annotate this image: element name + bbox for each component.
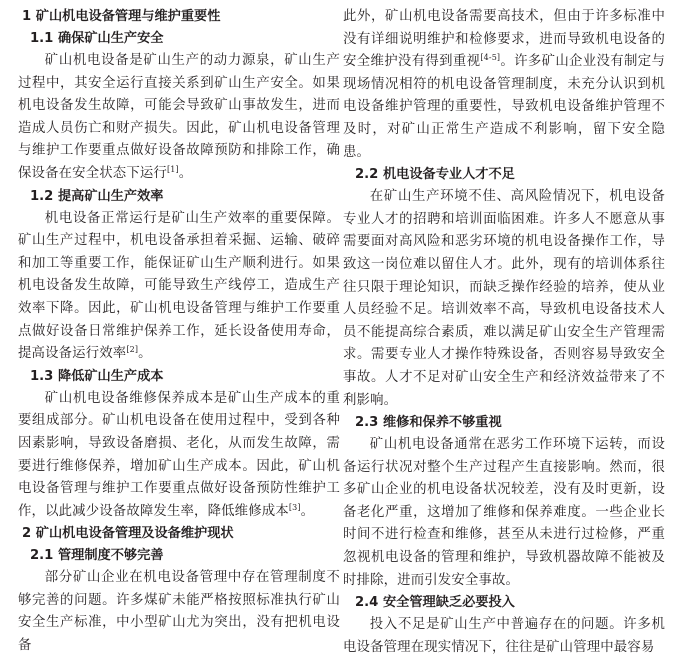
- section-1-2-heading: 1.2 提高矿山生产效率: [30, 188, 164, 204]
- section-1-3-paragraph: [18, 388, 340, 524]
- continued-text-2: 。许多矿山企业没有制定与现场情况相符的机电设备管理制度，未充分认识到机电设备维护管理的重要性，导致机电设备维护管理不及时，对矿山正常生产造成不利影响，留下安全隐患。: [343, 54, 665, 160]
- continued-text: 此外，矿山机电设备需要高技术，但由于许多标准中没有详细说明维护和检修要求，进而导致机电设备的安全维护没有得到重视: [343, 9, 665, 70]
- section-1-1-text: 矿山机电设备是矿山生产的动力源泉，矿山生产过程中，其安全运行直接关系到矿山生产安全。如果机电设备发生故障，可能会导致矿山事故发生，进而造成人员伤亡和财产损失。因此，矿山机电设备管理与维护工作要重点做好设备故障预防和排除工作，确保设备在安全状态下运行: [18, 53, 340, 181]
- section-2-3-paragraph: 矿山机电设备通常在恶劣工作环境下运转，而设备运行状况对整个生产过程产生直接影响。然而，很多矿山企业的机电设备状况较差，没有及时更新，设备老化严重，这增加了维修和保养难度。一些企业长时间不进行检查和维修，甚至从未进行过检修，严重忽视机电设备的管理和维护，导致机器故障不能被及时排除，进而引发安全事故。: [343, 437, 665, 588]
- section-1-1-paragraph: [18, 50, 340, 186]
- section-2-2-heading: 2.2 机电设备专业人才不足: [355, 167, 515, 183]
- citation-ref: [2]: [126, 345, 139, 355]
- section-2-4-paragraph: 投入不足是矿山生产中普遍存在的问题。许多机电设备管理在现实情况下，往往是矿山管理中最容易: [343, 617, 665, 655]
- section-1-2-text: 机电设备正常运行是矿山生产效率的重要保障。矿山生产过程中，机电设备承担着采掘、运输、破碎和加工等重要工作，能保证矿山生产顺利进行。如果机电设备发生故障，可能导致生产线停工，造成生产效率下降。因此，矿山机电设备管理与维护工作要重点做好设备日常维护保养工作，延长设备使用寿命，提高设备运行效率: [18, 210, 340, 362]
- section-1-3-text: 矿山机电设备维修保养成本是矿山生产成本的重要组成部分。矿山机电设备在使用过程中，受到各种因素影响，导致设备磨损、老化，从而发生故障，需要进行维修保养，增加矿山生产成本。因此，矿山机电设备管理与维护工作要重点做好设备预防性维护工作，以此减少设备故障发生率，降低维修成本: [18, 390, 340, 519]
- sentence-end: 。: [138, 346, 152, 362]
- section-1-3-heading: 1.3 降低矿山生产成本: [30, 368, 164, 384]
- citation-ref: [1]: [166, 164, 179, 174]
- sentence-end: 。: [300, 503, 315, 519]
- section-1-heading: 1 矿山机电设备管理与维护重要性: [22, 9, 221, 24]
- section-2-1-heading: 2.1 管理制度不够完善: [30, 548, 164, 564]
- section-1-2-paragraph: [18, 208, 340, 366]
- left-column: [18, 6, 340, 658]
- citation-ref: [4-5]: [480, 53, 501, 63]
- sentence-end: 。: [178, 165, 193, 181]
- section-2-1-continued-paragraph: [343, 6, 665, 164]
- right-column: [343, 6, 665, 659]
- section-2-2-paragraph: 在矿山生产环境不佳、高风险情况下，机电设备专业人才的招聘和培训面临困难。许多人不愿意从事需要面对高风险和恶劣环境的机电设备操作工作，导致这一岗位难以留住人才。此外，现有的培训体系往往只限于理论知识，而缺乏操作经验的培养，使从业人员经验不足。培训效率不高，导致机电设备技术人员不能提高综合素质，难以满足矿山安全生产管理需求。需要专业人才操作特殊设备，否则容易导致安全事故。人才不足对矿山安全生产和经济效益带来了不利影响。: [343, 189, 665, 408]
- citation-ref: [3]: [288, 502, 301, 512]
- section-2-1-paragraph: 部分矿山企业在机电设备管理中存在管理制度不够完善的问题。许多煤矿未能严格按照标准执行矿山安全生产标准，中小型矿山尤为突出，没有把机电设备: [18, 570, 340, 654]
- section-2-heading: 2 矿山机电设备管理及设备维护现状: [22, 526, 234, 542]
- section-2-4-heading: 2.4 安全管理缺乏必要投入: [355, 595, 515, 611]
- section-2-3-heading: 2.3 维修和保养不够重视: [355, 415, 502, 431]
- section-1-1-heading: 1.1 确保矿山生产安全: [30, 31, 164, 46]
